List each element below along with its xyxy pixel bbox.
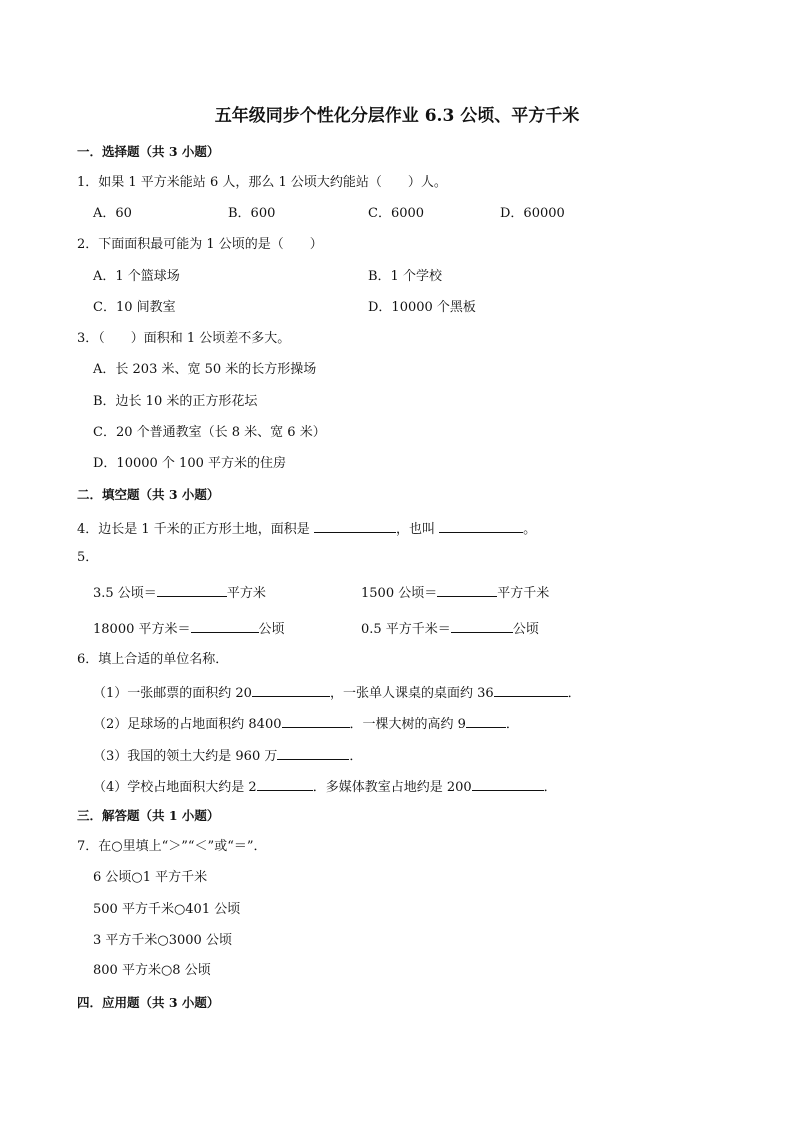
question-1-option-c: C．6000 bbox=[368, 206, 425, 221]
question-3-option-d: D．10000 个 100 平方米的住房 bbox=[93, 456, 286, 471]
question-6-part-1 bbox=[93, 683, 581, 702]
question-4-part-a: 4．边长是 1 千米的正方形土地，面积是 bbox=[77, 522, 314, 537]
answer-blank[interactable] bbox=[494, 683, 568, 697]
question-6-part-2 bbox=[93, 714, 519, 733]
question-6-part-2-text-c: ． bbox=[505, 717, 519, 732]
answer-blank[interactable] bbox=[314, 519, 396, 533]
question-6-part-4-text-b: ．多媒体教室占地约是 200 bbox=[312, 780, 472, 795]
page-title: 五年级同步个性化分层作业 6.3 公顷、平方千米 bbox=[214, 106, 580, 126]
question-3-option-a: A．长 203 米、宽 50 米的长方形操场 bbox=[93, 362, 317, 377]
question-5-item-2 bbox=[361, 583, 549, 602]
answer-blank[interactable] bbox=[451, 619, 513, 633]
question-2-option-c: C．10 间教室 bbox=[93, 300, 176, 315]
question-4-line bbox=[77, 519, 536, 538]
question-5-item-1-unit: 平方米 bbox=[226, 586, 266, 601]
question-6-part-2-text-b: ．一棵大树的高约 9 bbox=[349, 717, 466, 732]
question-3-option-c: C．20 个普通教室（长 8 米、宽 6 米） bbox=[93, 425, 326, 440]
question-1-stem: 1．如果 1 平方米能站 6 人，那么 1 公顷大约能站（ ）人。 bbox=[77, 175, 447, 190]
question-4-part-b: ，也叫 bbox=[395, 522, 440, 537]
question-3-option-b: B．边长 10 米的正方形花坛 bbox=[93, 394, 258, 409]
question-5-item-4-unit: 公顷 bbox=[512, 622, 539, 637]
answer-blank[interactable] bbox=[466, 714, 506, 728]
question-5-item-2-left: 1500 公顷＝ bbox=[361, 586, 438, 601]
question-6-part-1-text-c: ． bbox=[567, 686, 581, 701]
question-5-item-1-left: 3.5 公顷＝ bbox=[93, 586, 157, 601]
question-6-part-4-text-a: （4）学校占地面积大约是 2 bbox=[93, 780, 257, 795]
question-1-option-a: A．60 bbox=[93, 206, 132, 221]
section-heading-fill: 二．填空题（共 3 小题） bbox=[77, 487, 220, 502]
question-5-item-3-unit: 公顷 bbox=[258, 622, 285, 637]
question-4-part-c: 。 bbox=[523, 522, 537, 537]
question-7-item-1: 6 公顷○1 平方千米 bbox=[93, 870, 208, 885]
answer-blank[interactable] bbox=[257, 777, 313, 791]
answer-blank[interactable] bbox=[277, 746, 349, 760]
question-5-item-4-left: 0.5 平方千米＝ bbox=[361, 622, 451, 637]
question-1-option-d: D．60000 bbox=[500, 206, 565, 221]
question-7-item-4: 800 平方米○8 公顷 bbox=[93, 963, 211, 978]
question-7-item-2: 500 平方千米○401 公顷 bbox=[93, 902, 241, 917]
question-6-part-3-text-a: （3）我国的领土大约是 960 万 bbox=[93, 749, 278, 764]
question-2-option-a: A．1 个篮球场 bbox=[93, 269, 180, 284]
question-6-part-1-text-b: ，一张单人课桌的桌面约 36 bbox=[329, 686, 494, 701]
question-6-part-1-text-a: （1）一张邮票的面积约 20 bbox=[93, 686, 252, 701]
answer-blank[interactable] bbox=[191, 619, 259, 633]
question-6-part-4-text-c: ． bbox=[543, 780, 557, 795]
question-6-part-3 bbox=[93, 746, 362, 765]
question-5-item-1 bbox=[93, 583, 266, 602]
question-2-option-b: B．1 个学校 bbox=[368, 269, 442, 284]
question-6-stem: 6．填上合适的单位名称． bbox=[77, 652, 229, 667]
section-heading-answer: 三．解答题（共 1 小题） bbox=[77, 808, 220, 823]
question-6-part-3-text-b: ． bbox=[349, 749, 363, 764]
question-1-option-b: B．600 bbox=[228, 206, 276, 221]
question-6-part-4 bbox=[93, 777, 557, 796]
question-3-stem: 3．（ ）面积和 1 公顷差不多大。 bbox=[77, 331, 291, 346]
answer-blank[interactable] bbox=[157, 583, 227, 597]
answer-blank[interactable] bbox=[437, 583, 497, 597]
section-heading-choice: 一．选择题（共 3 小题） bbox=[77, 144, 220, 159]
answer-blank[interactable] bbox=[252, 683, 330, 697]
question-5-item-2-unit: 平方千米 bbox=[497, 586, 550, 601]
answer-blank[interactable] bbox=[282, 714, 350, 728]
section-heading-application: 四．应用题（共 3 小题） bbox=[77, 995, 220, 1010]
question-5-item-3-left: 18000 平方米＝ bbox=[93, 622, 191, 637]
question-2-stem: 2．下面面积最可能为 1 公顷的是（ ） bbox=[77, 237, 323, 252]
question-5-item-3 bbox=[93, 619, 285, 638]
question-2-option-d: D．10000 个黑板 bbox=[368, 300, 476, 315]
question-5-number: 5． bbox=[77, 550, 99, 565]
question-7-stem: 7．在○里填上“＞”“＜”或“＝”． bbox=[77, 839, 267, 854]
question-5-item-4 bbox=[361, 619, 539, 638]
answer-blank[interactable] bbox=[472, 777, 544, 791]
answer-blank[interactable] bbox=[439, 519, 523, 533]
question-6-part-2-text-a: （2）足球场的占地面积约 8400 bbox=[93, 717, 282, 732]
question-7-item-3: 3 平方千米○3000 公顷 bbox=[93, 933, 232, 948]
